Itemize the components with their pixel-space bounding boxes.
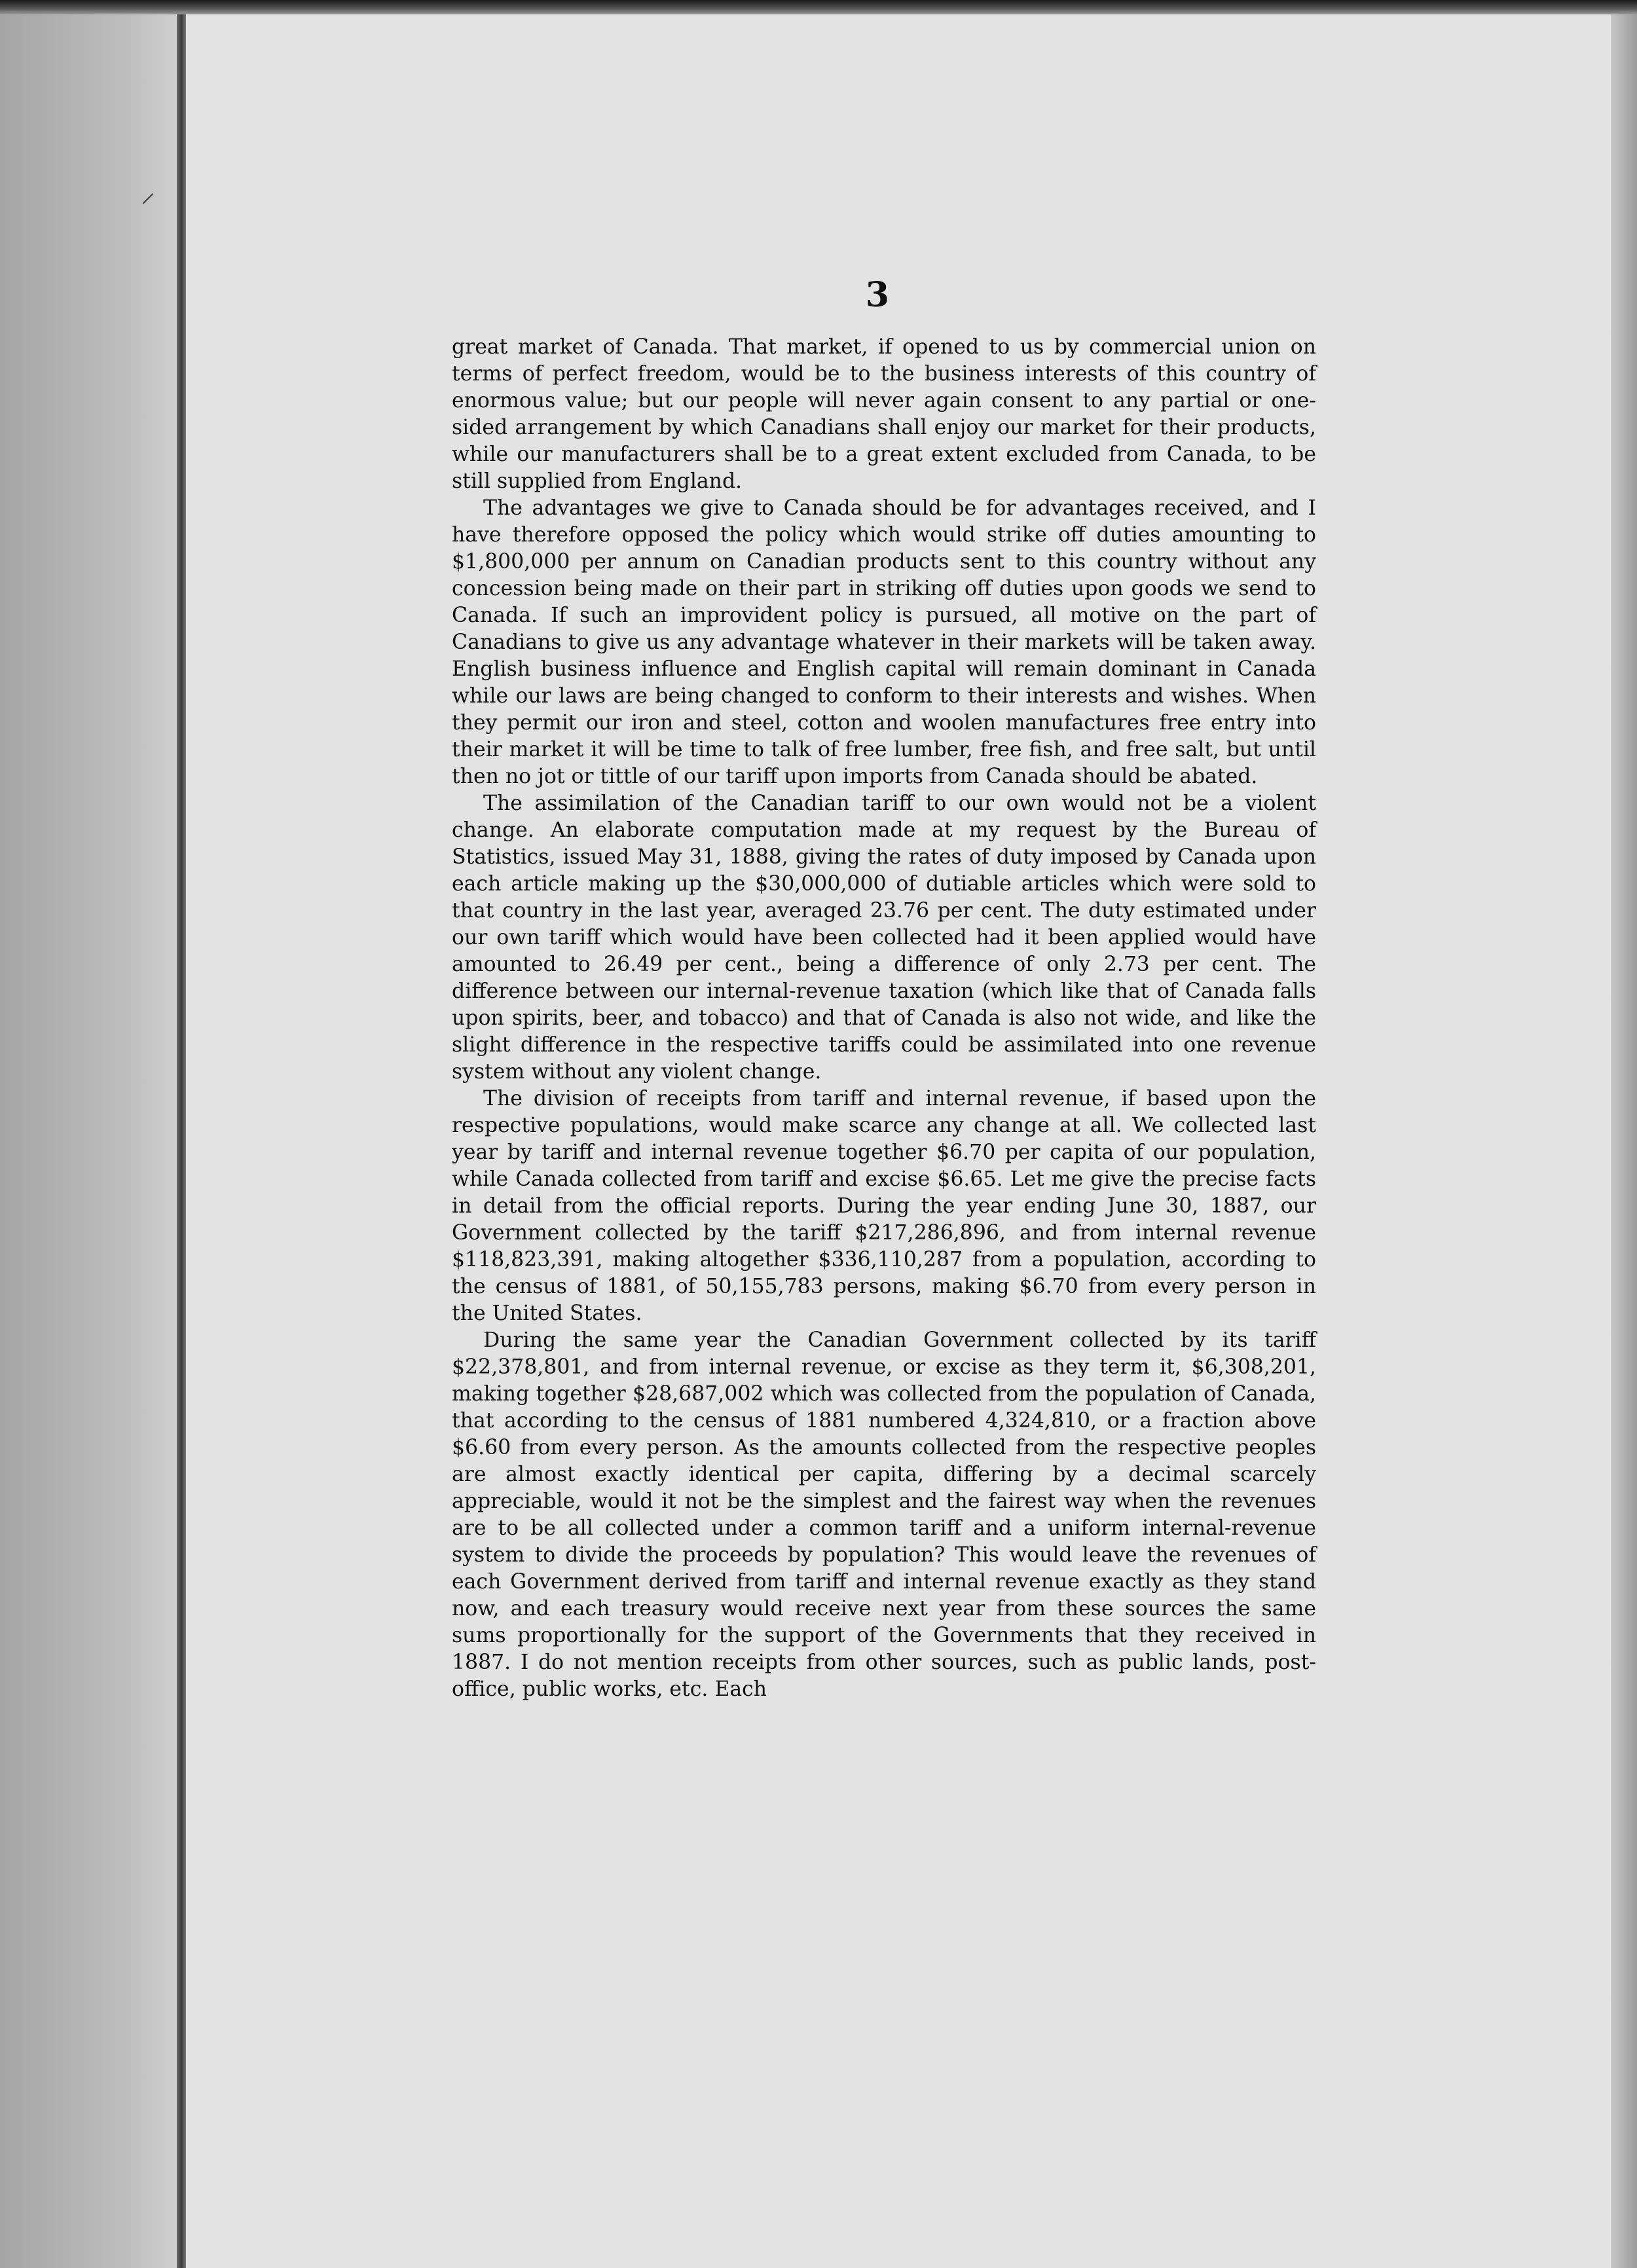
body-text <box>452 334 1316 1703</box>
paragraph-5: During the same year the Canadian Government collected by its tariff $22,378,801, and from internal revenue, or excise as they term it, $6,308,201, making together $28,687,002 which was collected from the population of Canada, that according to the census of 1881 numbered 4,324,810, or a fraction above $6.60 from every person. As the amounts collected from the respective peoples are almost exactly identical per capita, differing by a decimal scarcely appreciable, would it not be the simplest and the fairest way when the revenues are to be all collected under a common tariff and a uniform internal-revenue system to divide the proceeds by population? This would leave the revenues of each Government derived from tariff and internal revenue exactly as they stand now, and each treasury would receive next year from these sources the same sums proportionally for the support of the Governments that they received in 1887. I do not mention receipts from other sources, such as public lands, post-office, public works, etc. Each <box>452 1328 1316 1701</box>
book-gutter <box>177 14 186 2268</box>
margin-mark: ⸝ <box>141 175 155 209</box>
paragraph-3: The assimilation of the Canadian tariff to our own would not be a violent change. An elaborate computation made at my request by the Bureau of Statistics, issued May 31, 1888, giving the rates of duty imposed by Canada upon each article making up the $30,000,000 of dutiable articles which were sold to that country in the last year, averaged 23.76 per cent. The duty estimated under our own tariff which would have been collected had it been applied would have amounted to 26.49 per cent., being a difference of only 2.73 per cent. The difference between our internal-revenue taxation (which like that of Canada falls upon spirits, beer, and tobacco) and that of Canada is also not wide, and like the slight difference in the respective tariffs could be assimilated into one revenue system without any violent change. <box>452 792 1316 1084</box>
right-page-edge <box>1611 14 1637 2268</box>
paragraph-1: great market of Canada. That market, if opened to us by commercial union on terms of perfect freedom, would be to the business interests of this country of enormous value; but our people will never again consent to any partial or one-sided arrangement by which Canadians shall enjoy our market for their products, while our manufacturers shall be to a great extent excluded from Canada, to be still supplied from England. <box>452 335 1316 493</box>
paragraph-2: The advantages we give to Canada should be for advantages received, and I have therefore opposed the policy which would strike off duties amounting to $1,800,000 per annum on Canadian products sent to this country without any concession being made on their part in striking off duties upon goods we send to Canada. If such an improvident policy is pursued, all motive on the part of Canadians to give us any advantage whatever in their markets will be taken away. English business influence and English capital will remain dominant in Canada while our laws are being changed to conform to their interests and wishes. When they permit our iron and steel, cotton and woolen manufactures free entry into their market it will be time to talk of free lumber, free fish, and free salt, but until then no jot or tittle of our tariff upon imports from Canada should be abated. <box>452 496 1316 788</box>
left-page-leaf <box>0 14 177 2268</box>
page-number: 3 <box>865 275 890 315</box>
scan-top-edge <box>0 0 1637 14</box>
paragraph-4: The division of receipts from tariff and internal revenue, if based upon the respective populations, would make scarce any change at all. We collected last year by tariff and internal revenue together $6.70 per capita of our population, while Canada collected from tariff and excise $6.65. Let me give the precise facts in detail from the official reports. During the year ending June 30, 1887, our Government collected by the tariff $217,286,896, and from internal revenue $118,823,391, making altogether $336,110,287 from a population, according to the census of 1881, of 50,155,783 persons, making $6.70 from every person in the United States. <box>452 1087 1316 1325</box>
